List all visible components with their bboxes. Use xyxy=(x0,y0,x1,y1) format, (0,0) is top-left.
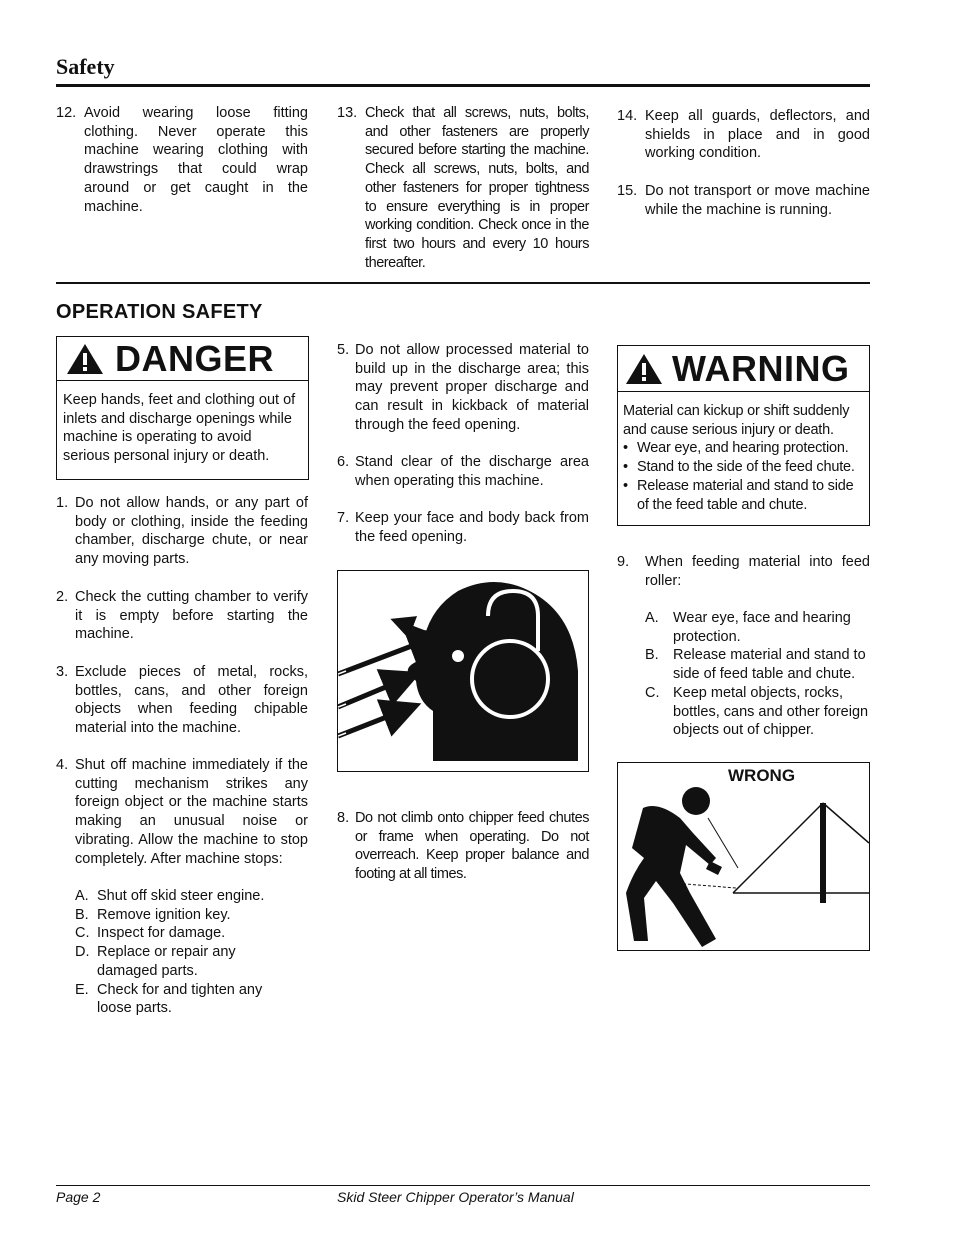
warning-header xyxy=(618,346,869,392)
sub-item: D. Replace or repair any damaged parts. xyxy=(75,944,236,979)
wrong-illustration xyxy=(617,762,870,951)
danger-sign xyxy=(56,336,309,480)
sub-item: E. Check for and tighten any loose parts. xyxy=(75,981,263,1017)
list-item: 15. Do not transport or move machine while the machine is running. xyxy=(617,183,870,218)
warning-bullet: • Release material and stand to side of the feed table and chute. xyxy=(623,477,854,513)
header-rule xyxy=(56,84,870,87)
warning-bullet: • Wear eye, and hearing protection. xyxy=(623,440,849,457)
list-item: 5. Do not allow processed material to build up in the discharge area; this may prevent proper discharge and can result in kickback of material through the feed opening. xyxy=(337,342,589,433)
section-rule xyxy=(56,282,870,284)
list-item: 2. Check the cutting chamber to verify it is empty before starting the machine. xyxy=(56,589,308,643)
manual-title: Skid Steer Chipper Operator’s Manual xyxy=(337,1189,574,1205)
warning-sign xyxy=(617,345,870,526)
warning-text: Material can kickup or shift suddenly and cause serious injury or death. • Wear eye, and hearing protection. • Stand to the side of the feed chute. • Release material and stand to side of the feed table and chute. xyxy=(618,392,869,514)
danger-header xyxy=(57,337,308,381)
item4-sublist xyxy=(75,887,309,1018)
warning-word: WARNING xyxy=(672,347,850,389)
wrong-label: WRONG xyxy=(728,766,796,785)
danger-word: DANGER xyxy=(115,337,275,379)
sub-item: C. Keep metal objects, rocks, bottles, cans and other foreign objects out of chipper. xyxy=(645,684,869,739)
sub-item: B. Release material and stand to side of feed table and chute. xyxy=(645,647,866,683)
hearing-protection-illustration xyxy=(337,570,589,772)
list-item: 8. Do not climb onto chipper feed chutes or frame when operating. Do not overreach. Keep proper balance and footing at all times. xyxy=(337,810,589,883)
operation-safety-heading: OPERATION SAFETY xyxy=(56,301,263,323)
sub-item: A. Shut off skid steer engine. xyxy=(75,888,265,904)
list-item: 3. Exclude pieces of metal, rocks, bottles, cans, and other foreign objects when feeding chipable material into the machine. xyxy=(56,664,308,737)
item9-sublist xyxy=(645,609,871,740)
list-item: 1. Do not allow hands, or any part of body or clothing, inside the feeding chamber, discharge chute, or near any moving parts. xyxy=(56,495,308,568)
person-leaning-over-chipper-icon xyxy=(618,763,869,950)
list-item: 14. Keep all guards, deflectors, and shields in place and in good working condition. xyxy=(617,108,870,162)
list-item: 7. Keep your face and body back from the feed opening. xyxy=(337,510,589,545)
list-item: 9. When feeding material into feed roller: xyxy=(617,554,870,589)
warning-triangle-icon xyxy=(624,352,664,386)
list-item: 12. Avoid wearing loose fitting clothing. Never operate this machine wearing clothing with drawstrings that could wrap around or get caught in the machine. xyxy=(56,105,308,215)
list-item: 4. Shut off machine immediately if the cutting mechanism strikes any foreign object or the machine starts making an unusual noise or vibrating. Allow the machine to stop completely. After machine stops: xyxy=(56,757,308,867)
list-item: 6. Stand clear of the discharge area when operating this machine. xyxy=(337,454,589,489)
page-number: Page 2 xyxy=(56,1189,101,1205)
sub-item: C. Inspect for damage. xyxy=(75,925,226,942)
warning-triangle-icon xyxy=(65,342,105,376)
section-title: Safety xyxy=(56,54,115,79)
sub-item: B. Remove ignition key. xyxy=(75,906,231,923)
warning-bullet: • Stand to the side of the feed chute. xyxy=(623,459,855,476)
sub-item: A. Wear eye, face and hearing protection. xyxy=(645,610,851,645)
list-item: 13. Check that all screws, nuts, bolts, and other fasteners are properly secured before starting the machine. Check all screws, nuts, bolts, and other fasteners for proper tightness to ensure everything is in proper working condition. Check once in the first two hours and every 10 hours thereafter. xyxy=(337,105,589,271)
danger-text: Keep hands, feet and clothing out of inlets and discharge openings while machine is operating to avoid serious personal injury or death. xyxy=(63,392,296,465)
head-with-earmuffs-icon xyxy=(338,571,588,771)
footer-rule xyxy=(56,1185,870,1186)
